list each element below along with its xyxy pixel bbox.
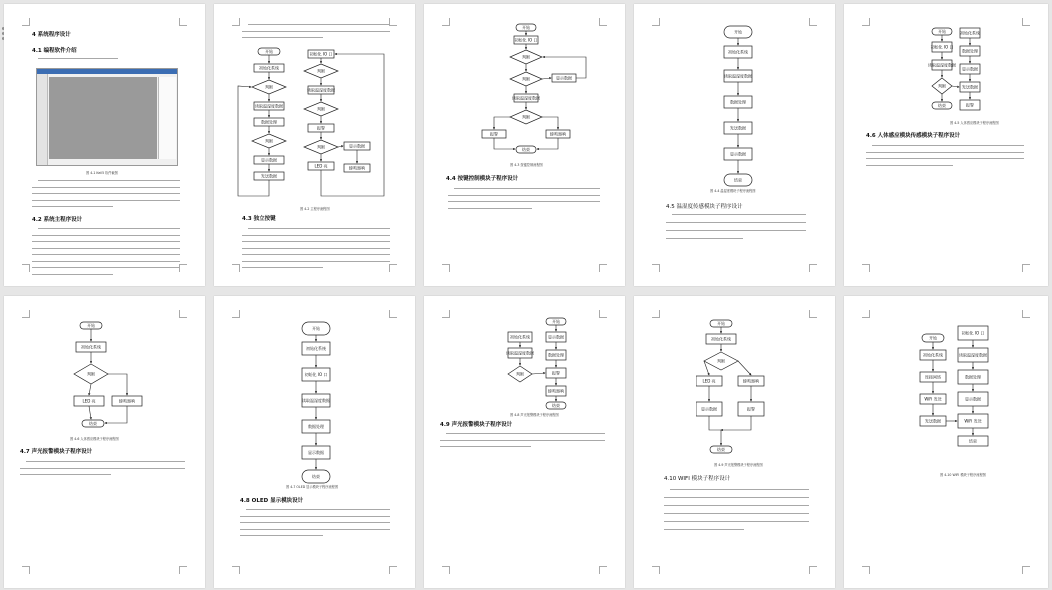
section-heading: 4.1 编程软件介绍 (32, 48, 77, 54)
flow-node-flow.alarm (960, 100, 980, 110)
flow-node-flow.display (724, 148, 752, 160)
text-line (242, 254, 390, 255)
flow-node-flow.convert (960, 46, 980, 56)
flow-arrow (532, 373, 545, 374)
flowchart-alarm (52, 320, 152, 432)
flow-node-flow.send_data (724, 122, 752, 134)
text-line (32, 274, 113, 275)
flow-node-flow.judge (304, 102, 338, 116)
flow-node-flow.judge (252, 80, 286, 94)
svg-text:结束: 结束 (734, 177, 742, 183)
flow-node-flow.judge (704, 352, 738, 370)
text-line (32, 248, 180, 249)
section-heading: 4.6 人体感应模块传感模块子程序设计 (866, 133, 961, 139)
svg-text:初始化系统: 初始化系统 (306, 346, 326, 351)
text-line (242, 235, 390, 236)
text-line (454, 188, 600, 189)
svg-text:初始化系统: 初始化系统 (960, 30, 980, 36)
flow-node-flow.wifi_send (958, 414, 988, 428)
flow-arrow (89, 406, 91, 419)
flow-arrow (494, 117, 510, 129)
software-screenshot (36, 68, 178, 166)
text-line (672, 214, 806, 215)
text-line (242, 37, 323, 38)
svg-text:显示数据: 显示数据 (962, 66, 978, 72)
svg-text:开始: 开始 (522, 25, 530, 30)
text-line (446, 433, 605, 434)
flow-node-flow.display (302, 446, 330, 459)
flow-node-flow.display (696, 402, 722, 416)
text-line (32, 235, 180, 236)
flow-node-flow.start (932, 28, 952, 35)
svg-text:判断: 判断 (522, 114, 530, 120)
text-line (666, 238, 743, 239)
flow-node-flow.init_sys (76, 342, 106, 352)
text-line (666, 222, 806, 223)
document-page-1[interactable] (4, 4, 205, 286)
text-line (664, 497, 809, 498)
svg-text:发送数据: 发送数据 (962, 84, 978, 90)
svg-text:蜂鸣器响: 蜂鸣器响 (548, 388, 564, 394)
svg-text:初始化 IO 口: 初始化 IO 口 (930, 44, 954, 50)
document-page-8[interactable] (424, 296, 625, 588)
svg-text:LED 亮: LED 亮 (314, 163, 328, 169)
svg-text:结束: 结束 (938, 103, 946, 108)
text-line (866, 158, 1024, 159)
flow-node-flow.start (546, 318, 566, 325)
svg-text:读取温湿度数据: 读取温湿度数据 (302, 398, 330, 403)
section-heading: 4.3 独立按键 (242, 216, 276, 222)
svg-text:显示数据: 显示数据 (556, 75, 572, 81)
svg-text:显示数据: 显示数据 (548, 334, 564, 340)
svg-text:LED 亮: LED 亮 (82, 398, 96, 404)
svg-text:初始化系统: 初始化系统 (923, 352, 943, 358)
svg-text:发送数据: 发送数据 (925, 418, 941, 424)
svg-text:读取温湿度数据: 读取温湿度数据 (928, 62, 956, 68)
flow-node-flow.start (258, 48, 280, 55)
flow-arrow (738, 361, 751, 375)
svg-text:数据处理: 数据处理 (308, 424, 324, 429)
svg-text:判断: 判断 (317, 106, 325, 112)
document-page-9[interactable] (634, 296, 835, 588)
flow-node-flow.init_sys (254, 64, 284, 72)
flow-arrow (709, 416, 721, 445)
flow-node-flow.read_data (506, 348, 534, 358)
flow-node-flow.init_io (302, 368, 330, 381)
svg-text:结束: 结束 (522, 147, 530, 152)
flowchart-temp (718, 24, 762, 188)
svg-text:LED 亮: LED 亮 (702, 378, 716, 384)
svg-text:读取温湿度数据: 读取温湿度数据 (307, 87, 335, 93)
flow-node-flow.sound (112, 396, 142, 406)
flow-node-flow.judge (510, 110, 542, 124)
svg-text:开始: 开始 (929, 335, 937, 341)
svg-text:结束: 结束 (717, 447, 725, 452)
flow-node-flow.alarm (738, 402, 764, 416)
figure-caption: 图 4-10 WIFI 模块子程序流程图 (940, 473, 986, 477)
section-heading: 4.10 WIFI 模块子程序设计 (664, 476, 731, 482)
chapter-heading: 4 系统程序设计 (32, 32, 71, 38)
svg-text:报警: 报警 (747, 406, 755, 412)
svg-text:判断: 判断 (87, 371, 95, 377)
document-page-7[interactable] (214, 296, 415, 588)
text-line (664, 505, 809, 506)
flow-node-flow.light (74, 396, 104, 406)
svg-text:蜂鸣器响: 蜂鸣器响 (349, 165, 365, 171)
svg-text:显示数据: 显示数据 (701, 406, 717, 412)
flow-node-flow.start (710, 320, 732, 327)
flow-node-flow.wifi_send (920, 394, 946, 404)
svg-text:显示数据: 显示数据 (730, 151, 746, 157)
document-page-2[interactable] (214, 4, 415, 286)
text-line (448, 208, 532, 209)
flow-node-flow.read_data (302, 394, 330, 407)
text-line (32, 187, 180, 188)
flow-node-flow.init_sys (508, 332, 532, 342)
figure-caption: 图 4-1 Keil5 软件截图 (86, 171, 118, 175)
svg-text:数据处理: 数据处理 (548, 352, 564, 358)
svg-text:报警: 报警 (490, 131, 498, 137)
text-line (242, 241, 390, 242)
flow-node-flow.convert (254, 118, 284, 126)
flow-node-flow.init_sys (920, 350, 946, 360)
flow-node-flow.sound (738, 376, 764, 386)
document-page-6[interactable] (4, 296, 205, 588)
svg-text:判断: 判断 (522, 54, 530, 60)
flow-arrow (537, 138, 558, 149)
text-line (240, 522, 390, 523)
text-line (872, 145, 1024, 146)
flow-node-flow.start (516, 24, 536, 31)
flow-node-flow.display (254, 156, 284, 164)
text-line (448, 201, 600, 202)
text-line (670, 489, 809, 490)
flow-node-flow.judge (252, 134, 286, 148)
svg-text:数据处理: 数据处理 (261, 119, 277, 125)
svg-text:开始: 开始 (312, 326, 320, 331)
svg-text:初始化 IO 口: 初始化 IO 口 (304, 372, 328, 377)
flow-node-flow.end (958, 436, 988, 446)
text-line (240, 529, 390, 530)
flow-arrow (338, 146, 343, 147)
section-heading: 4.4 按键控制模块子程序设计 (446, 176, 519, 182)
flowchart-pir (926, 24, 988, 114)
svg-text:读取温湿度数据: 读取温湿度数据 (506, 350, 534, 356)
flow-node-flow.judge (510, 72, 542, 86)
svg-text:显示数据: 显示数据 (349, 143, 365, 149)
svg-text:开始: 开始 (734, 29, 742, 35)
svg-text:初始化 IO 口: 初始化 IO 口 (514, 37, 538, 43)
svg-text:蜂鸣器响: 蜂鸣器响 (119, 398, 135, 404)
flow-node-flow.sound (546, 130, 570, 138)
svg-text:判断: 判断 (522, 76, 530, 82)
text-line (32, 193, 180, 194)
flowchart-key (468, 22, 592, 156)
flow-node-flow.convert (546, 350, 566, 360)
text-line (32, 261, 180, 262)
flowchart-sound (502, 316, 574, 412)
flow-arrow (721, 416, 751, 430)
text-line (242, 248, 390, 249)
flow-node-flow.start (724, 26, 752, 38)
flow-node-flow.alarm (482, 130, 506, 138)
flow-node-flow.init_sys (724, 46, 752, 58)
svg-text:开始: 开始 (552, 319, 560, 324)
svg-text:发送数据: 发送数据 (261, 173, 277, 179)
text-line (240, 535, 323, 536)
text-line (448, 195, 600, 196)
svg-text:数据处理: 数据处理 (965, 374, 981, 380)
svg-text:开始: 开始 (265, 49, 273, 54)
svg-text:WiFi 发送: WiFi 发送 (924, 396, 942, 402)
flow-node-flow.convert (958, 370, 988, 384)
flow-node-flow.display (344, 142, 370, 150)
flow-node-flow.init_sys (706, 334, 736, 344)
flow-node-flow.judge (304, 64, 338, 78)
flow-node-flow.send_data (960, 82, 980, 92)
flow-node-flow.judge (74, 364, 108, 384)
svg-text:初始化系统: 初始化系统 (510, 334, 530, 340)
text-line (242, 267, 323, 268)
svg-text:判断: 判断 (516, 371, 524, 377)
flow-node-flow.init_sys (302, 342, 330, 355)
flow-node-flow.init_io (308, 50, 334, 58)
svg-text:初始化 IO 口: 初始化 IO 口 (961, 330, 985, 336)
svg-text:判断: 判断 (265, 138, 273, 144)
flow-node-flow.end (516, 146, 536, 153)
svg-text:数据处理: 数据处理 (730, 99, 746, 105)
svg-text:显示数据: 显示数据 (308, 450, 324, 455)
flow-node-flow.display (958, 392, 988, 406)
flow-node-flow.convert (724, 96, 752, 108)
flow-node-flow.init_io (514, 36, 538, 44)
flow-node-flow.alarm (308, 124, 334, 132)
flow-arrow (952, 86, 959, 87)
svg-text:显示数据: 显示数据 (965, 396, 981, 402)
flow-arrow (542, 78, 551, 79)
svg-text:WiFi 发送: WiFi 发送 (964, 418, 982, 424)
svg-text:读取温湿度数据: 读取温湿度数据 (959, 352, 987, 358)
document-page-5[interactable] (844, 4, 1048, 286)
flow-node-flow.start (302, 322, 330, 335)
document-page-4[interactable] (634, 4, 835, 286)
flowchart-wifi (916, 324, 996, 452)
flow-node-flow.end (546, 402, 566, 409)
figure-caption: 图 4-6 人体感应模块子程序流程图 (70, 437, 119, 441)
svg-text:读取温湿度数据: 读取温湿度数据 (255, 103, 283, 109)
section-heading: 4.8 OLED 显示模块设计 (240, 498, 304, 504)
svg-text:读取温湿度数据: 读取温湿度数据 (512, 95, 540, 101)
text-line (248, 24, 390, 25)
text-line (440, 440, 605, 441)
flow-node-flow.connect (920, 372, 946, 382)
flow-arrow (542, 117, 558, 129)
text-line (246, 509, 390, 510)
document-page-10[interactable] (844, 296, 1048, 588)
flow-node-flow.judge (510, 50, 542, 64)
text-line (38, 58, 118, 59)
text-line (666, 230, 806, 231)
flow-node-flow.light (308, 162, 334, 170)
text-line (242, 261, 390, 262)
text-line (32, 206, 113, 207)
svg-text:初始化 IO 口: 初始化 IO 口 (309, 51, 333, 57)
section-heading: 4.7 声光报警模块子程序设计 (20, 449, 93, 455)
svg-text:结束: 结束 (969, 438, 977, 444)
svg-text:结束: 结束 (312, 474, 320, 479)
text-line (240, 516, 390, 517)
flow-node-flow.read_data (307, 86, 335, 94)
svg-text:显示数据: 显示数据 (261, 157, 277, 163)
flow-arrow (89, 384, 91, 395)
flow-node-flow.end (302, 470, 330, 483)
text-line (38, 228, 180, 229)
svg-text:发送数据: 发送数据 (730, 125, 746, 131)
figure-caption: 图 4-2 主程序流程图 (300, 207, 330, 211)
flow-node-flow.end (932, 102, 952, 109)
section-heading: 4.9 声光报警模块子程序设计 (440, 422, 513, 428)
text-line (20, 474, 111, 475)
flow-node-flow.read_data (724, 70, 752, 82)
flow-node-flow.read_data (958, 348, 988, 362)
svg-text:报警: 报警 (317, 125, 325, 131)
svg-text:开始: 开始 (717, 321, 725, 326)
svg-text:初始化系统: 初始化系统 (711, 336, 731, 342)
svg-text:开始: 开始 (938, 29, 946, 34)
text-line (32, 254, 180, 255)
figure-caption: 图 4-7 OLED 显示模块子程序流程图 (286, 485, 339, 489)
text-line (32, 267, 180, 268)
flow-arrow (494, 138, 515, 149)
flow-node-flow.read_data (928, 60, 956, 70)
section-heading: 4.2 系统主程序设计 (32, 217, 83, 223)
figure-caption: 图 4-9 声光报警模块子程序流程图 (714, 463, 763, 467)
flow-node-flow.init_io (958, 326, 988, 340)
svg-text:判断: 判断 (717, 358, 725, 364)
section-heading: 4.5 温湿度传感模块子程序设计 (666, 204, 743, 210)
svg-text:开始: 开始 (87, 323, 95, 328)
document-page-3[interactable] (424, 4, 625, 286)
figure-caption: 图 4-3 按键控制流程图 (510, 163, 543, 167)
flow-node-flow.sound (344, 164, 370, 172)
flow-node-flow.read_data (512, 94, 540, 102)
svg-text:初始化系统: 初始化系统 (81, 344, 101, 350)
svg-text:判断: 判断 (317, 68, 325, 74)
svg-text:结束: 结束 (89, 421, 97, 426)
flow-node-flow.init_sys (960, 28, 980, 38)
flow-node-flow.light (696, 376, 722, 386)
svg-text:初始化系统: 初始化系统 (728, 49, 748, 55)
text-line (664, 529, 744, 530)
flow-node-flow.read_data (254, 102, 284, 110)
flowchart-main (234, 46, 394, 202)
flow-node-flow.judge (508, 366, 532, 382)
svg-text:读取温湿度数据: 读取温湿度数据 (724, 73, 752, 79)
flow-node-flow.end (82, 420, 104, 427)
svg-text:蜂鸣器响: 蜂鸣器响 (743, 378, 759, 384)
figure-caption: 图 4-5 人体感应模块子程序流程图 (950, 121, 999, 125)
flow-node-flow.end (710, 446, 732, 453)
flow-node-flow.judge (932, 78, 952, 94)
text-line (440, 446, 531, 447)
text-line (664, 521, 809, 522)
figure-caption: 图 4-8 声光报警模块子程序流程图 (510, 413, 559, 417)
flow-node-flow.display (552, 74, 576, 82)
flow-node-flow.judge (304, 140, 338, 154)
text-line (866, 152, 1024, 153)
svg-text:蜂鸣器响: 蜂鸣器响 (550, 131, 566, 137)
flow-node-flow.display (546, 332, 566, 342)
svg-text:连接网络: 连接网络 (925, 374, 941, 380)
flow-node-flow.send_data (254, 172, 284, 180)
svg-text:报警: 报警 (552, 370, 560, 376)
flow-node-flow.start (80, 322, 102, 329)
svg-text:判断: 判断 (938, 83, 946, 89)
flow-node-flow.start (922, 334, 944, 342)
figure-caption: 图 4-4 温湿度模块子程序流程图 (710, 189, 756, 193)
flow-node-flow.alarm (546, 368, 566, 378)
text-line (242, 31, 390, 32)
text-line (26, 461, 185, 462)
flow-node-flow.sound (546, 386, 566, 396)
svg-text:数据处理: 数据处理 (962, 48, 978, 54)
text-line (32, 200, 180, 201)
svg-text:初始化系统: 初始化系统 (259, 65, 279, 71)
svg-text:判断: 判断 (265, 84, 273, 90)
flow-node-flow.init_io (931, 42, 954, 52)
flow-node-flow.end (724, 174, 752, 186)
flow-arrow (105, 406, 127, 423)
flowchart-oled (296, 320, 340, 484)
flow-arrow (108, 374, 127, 395)
svg-text:结束: 结束 (552, 403, 560, 408)
flow-node-flow.send_data (920, 416, 946, 426)
svg-text:判断: 判断 (317, 144, 325, 150)
text-line (866, 165, 953, 166)
text-line (664, 513, 809, 514)
flow-node-flow.display (960, 64, 980, 74)
svg-text:报警: 报警 (966, 102, 974, 108)
flow-node-flow.convert (302, 420, 330, 433)
text-line (38, 180, 180, 181)
text-line (20, 468, 185, 469)
flowchart-alarm2 (696, 318, 768, 458)
text-line (32, 241, 180, 242)
text-line (248, 228, 390, 229)
